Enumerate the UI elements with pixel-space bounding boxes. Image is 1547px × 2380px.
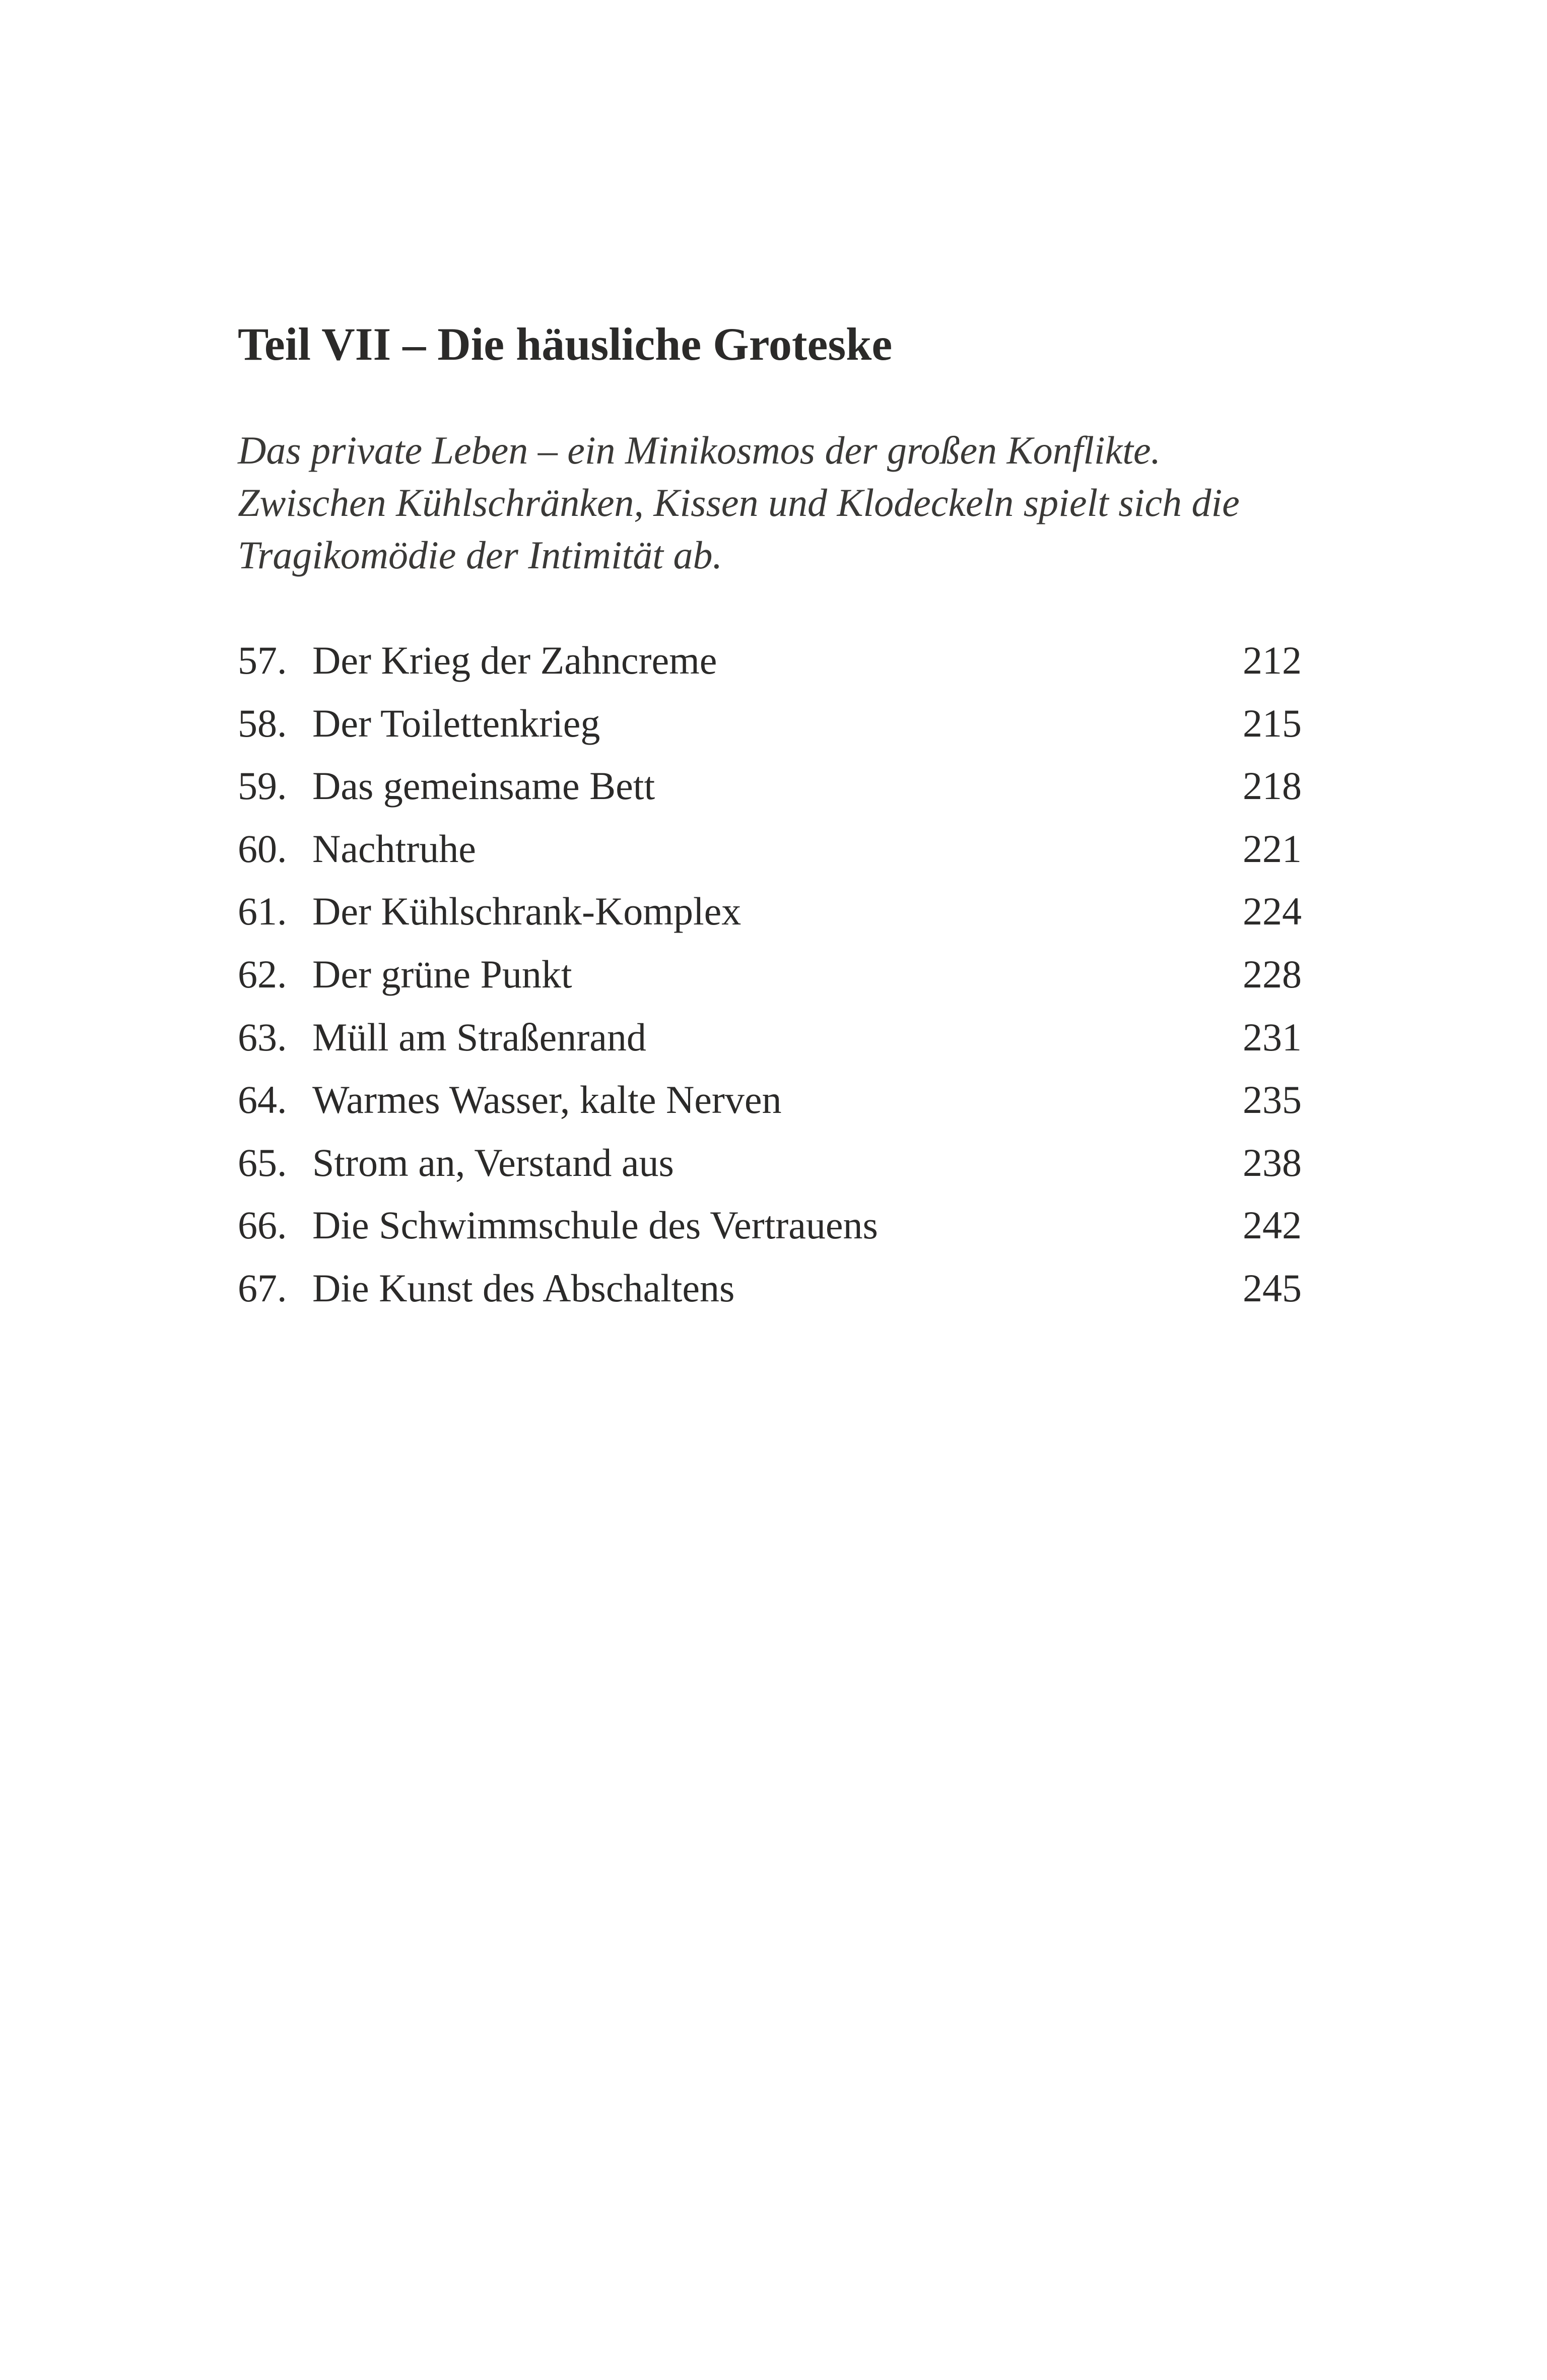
chapter-title: Die Schwimmschule des Vertrauens <box>312 1203 878 1247</box>
toc-entry <box>238 629 1302 692</box>
chapter-title: Der Toilettenkrieg <box>312 701 600 745</box>
chapter-number: 57. <box>238 638 287 682</box>
chapter-number: 64. <box>238 1078 287 1122</box>
chapter-title: Der Kühlschrank-Komplex <box>312 889 742 934</box>
toc-entry <box>238 943 1302 1006</box>
page-number: 218 <box>1243 764 1302 808</box>
chapter-number: 63. <box>238 1015 287 1059</box>
chapter-number: 62. <box>238 952 287 996</box>
chapter-number: 65. <box>238 1140 287 1184</box>
chapter-title: Der Krieg der Zahncreme <box>312 638 717 682</box>
page-number: 242 <box>1243 1203 1302 1247</box>
page-number: 224 <box>1243 889 1302 934</box>
page-number: 212 <box>1243 638 1302 682</box>
chapter-number: 66. <box>238 1203 287 1247</box>
page-number: 215 <box>1243 701 1302 745</box>
chapter-number: 59. <box>238 764 287 808</box>
chapter-number: 61. <box>238 889 287 934</box>
toc-entry <box>238 880 1302 943</box>
chapter-number: 60. <box>238 826 287 871</box>
chapter-title: Die Kunst des Abschaltens <box>312 1266 735 1310</box>
chapter-number: 67. <box>238 1266 287 1310</box>
toc-entry <box>238 1194 1302 1257</box>
page-number: 221 <box>1243 826 1302 871</box>
chapter-title: Müll am Straßenrand <box>312 1015 646 1059</box>
chapter-title: Warmes Wasser, kalte Nerven <box>312 1078 782 1122</box>
toc-entry <box>238 755 1302 818</box>
toc-entry <box>238 818 1302 881</box>
chapter-title: Der grüne Punkt <box>312 952 572 996</box>
part-intro-line: Tragikomödie der Intimität ab. <box>238 533 722 577</box>
part-heading: Teil VII – Die häusliche Groteske <box>238 318 893 370</box>
page-number: 228 <box>1243 952 1302 996</box>
toc-entry <box>238 1069 1302 1132</box>
page-number: 245 <box>1243 1266 1302 1310</box>
toc-entry <box>238 1257 1302 1320</box>
chapter-number: 58. <box>238 701 287 745</box>
toc-entry <box>238 1006 1302 1069</box>
chapter-title: Das gemeinsame Bett <box>312 764 655 808</box>
chapter-title: Nachtruhe <box>312 826 476 871</box>
toc-entry <box>238 692 1302 755</box>
part-intro-line: Das private Leben – ein Minikosmos der großen Konflikte. <box>238 428 1161 472</box>
toc-entry <box>238 1132 1302 1195</box>
part-intro <box>238 424 1366 581</box>
page-number: 238 <box>1243 1140 1302 1184</box>
page-number: 235 <box>1243 1078 1302 1122</box>
page-number: 231 <box>1243 1015 1302 1059</box>
table-of-contents <box>238 629 1302 1320</box>
chapter-title: Strom an, Verstand aus <box>312 1140 674 1184</box>
part-intro-line: Zwischen Kühlschränken, Kissen und Klodeckeln spielt sich die <box>238 481 1240 524</box>
